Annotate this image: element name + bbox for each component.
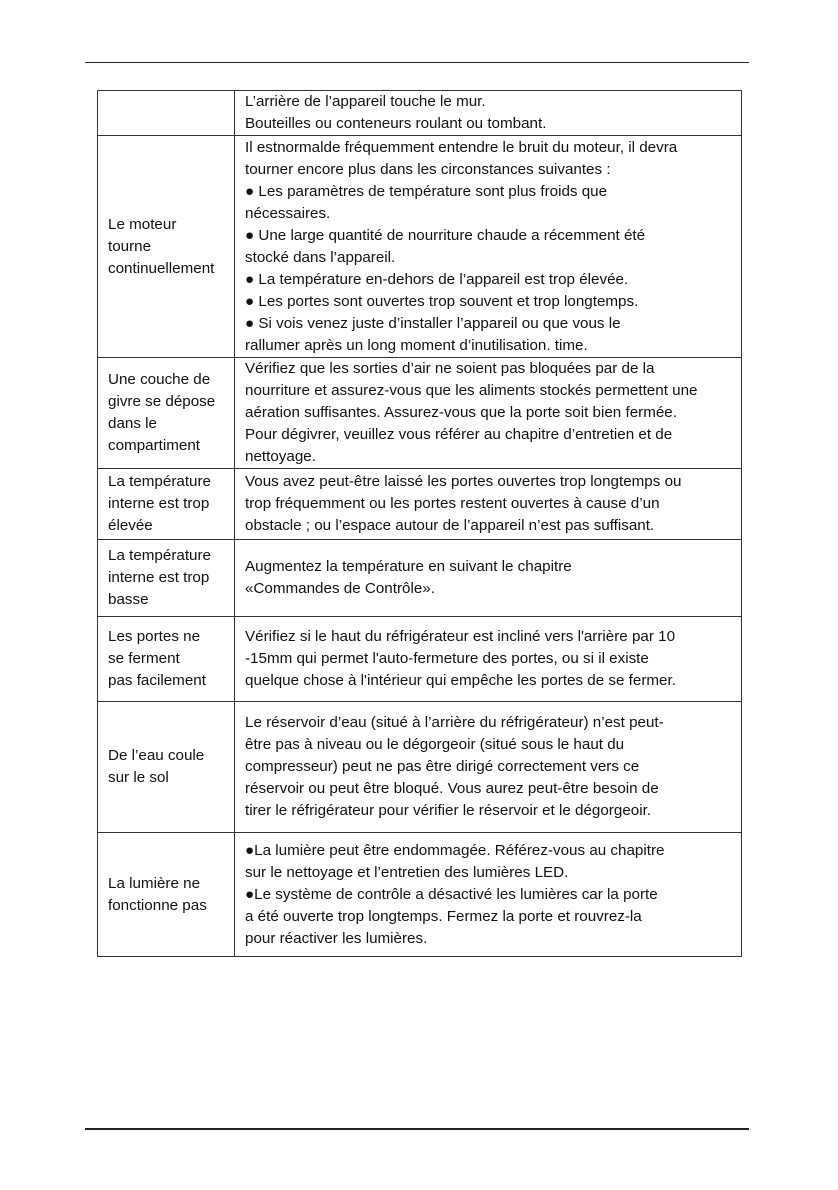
problem-line: La température [108, 473, 211, 490]
problem-line: interne est trop [108, 495, 210, 512]
solution-line: nourriture et assurez-vous que les aliments stockés permettent une [245, 382, 698, 399]
problem-line: dans le [108, 415, 157, 432]
solution-line: réservoir ou peut être bloqué. Vous aurez peut-être besoin de [245, 780, 659, 797]
solution-cell [235, 540, 742, 617]
problem-line: compartiment [108, 437, 201, 454]
solution-line: Pour dégivrer, veuillez vous référer au chapitre d’entretien et de [245, 426, 673, 443]
solution-line: Vous avez peut-être laissé les portes ouvertes trop longtemps ou [245, 473, 682, 490]
solution-line: sur le nettoyage et l’entretien des lumières LED. [245, 863, 569, 881]
solution-line: ●La lumière peut être endommagée. Référez-vous au chapitre [245, 841, 665, 859]
solution-line: compresseur) peut ne pas être dirigé correctement vers ce [245, 758, 640, 775]
solution-line: stocké dans l’appareil. [245, 248, 396, 266]
solution-line: Bouteilles ou conteneurs roulant ou tombant. [245, 115, 547, 132]
solution-cell [235, 617, 742, 702]
solution-line: Vérifiez si le haut du réfrigérateur est incliné vers l'arrière par 10 [245, 628, 676, 645]
problem-line: Le moteur [108, 215, 177, 233]
problem-line: sur le sol [108, 769, 169, 786]
header-rule [85, 62, 749, 63]
problem-cell [98, 540, 235, 617]
solution-line: a été ouverte trop longtemps. Fermez la porte et rouvrez-la [245, 907, 642, 925]
table-row [98, 91, 742, 136]
solution-line: Vérifiez que les sorties d’air ne soient pas bloquées par de la [245, 360, 655, 377]
problem-line: Une couche de [108, 371, 211, 388]
solution-cell [235, 91, 742, 136]
problem-cell [98, 617, 235, 702]
solution-line: trop fréquemment ou les portes restent ouvertes à cause d’un [245, 495, 660, 512]
problem-line: fonctionne pas [108, 896, 207, 914]
problem-line: De l’eau coule [108, 747, 205, 764]
problem-line: basse [108, 591, 149, 608]
problem-cell [98, 833, 235, 957]
solution-line: pour réactiver les lumières. [245, 929, 428, 947]
table-row [98, 617, 742, 702]
solution-line: obstacle ; ou l’espace autour de l’appareil n’est pas suffisant. [245, 517, 655, 534]
solution-line: «Commandes de Contrôle». [245, 580, 435, 597]
problem-cell [98, 91, 235, 136]
solution-line: ● La température en-dehors de l’appareil est trop élevée. [245, 270, 629, 288]
solution-line: rallumer après un long moment d’inutilisation. time. [245, 336, 588, 354]
problem-line: continuellement [108, 259, 215, 277]
problem-line: se ferment [108, 650, 180, 667]
troubleshooting-table [97, 90, 742, 957]
problem-line: givre se dépose [108, 393, 216, 410]
solution-cell [235, 833, 742, 957]
solution-cell [235, 136, 742, 358]
problem-line: élevée [108, 517, 153, 534]
problem-cell [98, 358, 235, 469]
solution-line: ● Les portes sont ouvertes trop souvent et trop longtemps. [245, 292, 639, 310]
table-row [98, 358, 742, 469]
problem-cell [98, 702, 235, 833]
solution-line: ● Si vois venez juste d’installer l’appareil ou que vous le [245, 314, 621, 332]
solution-line: nécessaires. [245, 204, 331, 222]
solution-line: tourner encore plus dans les circonstances suivantes : [245, 160, 611, 178]
table-row [98, 540, 742, 617]
solution-line: quelque chose à l'intérieur qui empêche les portes de se fermer. [245, 672, 676, 689]
solution-cell [235, 358, 742, 469]
solution-line: Le réservoir d’eau (situé à l’arrière du réfrigérateur) n’est peut- [245, 714, 664, 731]
solution-line: nettoyage. [245, 448, 316, 465]
solution-line: -15mm qui permet l'auto-fermeture des portes, ou si il existe [245, 650, 649, 667]
problem-cell [98, 469, 235, 540]
problem-line: pas facilement [108, 672, 206, 689]
solution-line: L’arrière de l’appareil touche le mur. [245, 93, 486, 110]
problem-line: La lumière ne [108, 874, 201, 892]
table-row [98, 702, 742, 833]
solution-line: Augmentez la température en suivant le chapitre [245, 558, 572, 575]
problem-line: tourne [108, 237, 152, 255]
problem-line: Les portes ne [108, 628, 201, 645]
solution-line: être pas à niveau ou le dégorgeoir (situé sous le haut du [245, 736, 625, 753]
solution-line: Il estnormalde fréquemment entendre le bruit du moteur, il devra [245, 138, 678, 156]
problem-line: interne est trop [108, 569, 210, 586]
problem-cell [98, 136, 235, 358]
solution-line: ●Le système de contrôle a désactivé les lumières car la porte [245, 885, 658, 903]
solution-line: tirer le réfrigérateur pour vérifier le réservoir et le dégorgeoir. [245, 802, 652, 819]
problem-line: La température [108, 547, 211, 564]
solution-line: ● Les paramètres de température sont plus froids que [245, 182, 608, 200]
solution-line: aération suffisantes. Assurez-vous que la porte soit bien fermée. [245, 404, 677, 421]
solution-cell [235, 702, 742, 833]
table-row [98, 833, 742, 957]
table-row [98, 469, 742, 540]
solution-cell [235, 469, 742, 540]
table-row [98, 136, 742, 358]
solution-line: ● Une large quantité de nourriture chaude a récemment été [245, 226, 646, 244]
footer-rule [85, 1128, 749, 1130]
